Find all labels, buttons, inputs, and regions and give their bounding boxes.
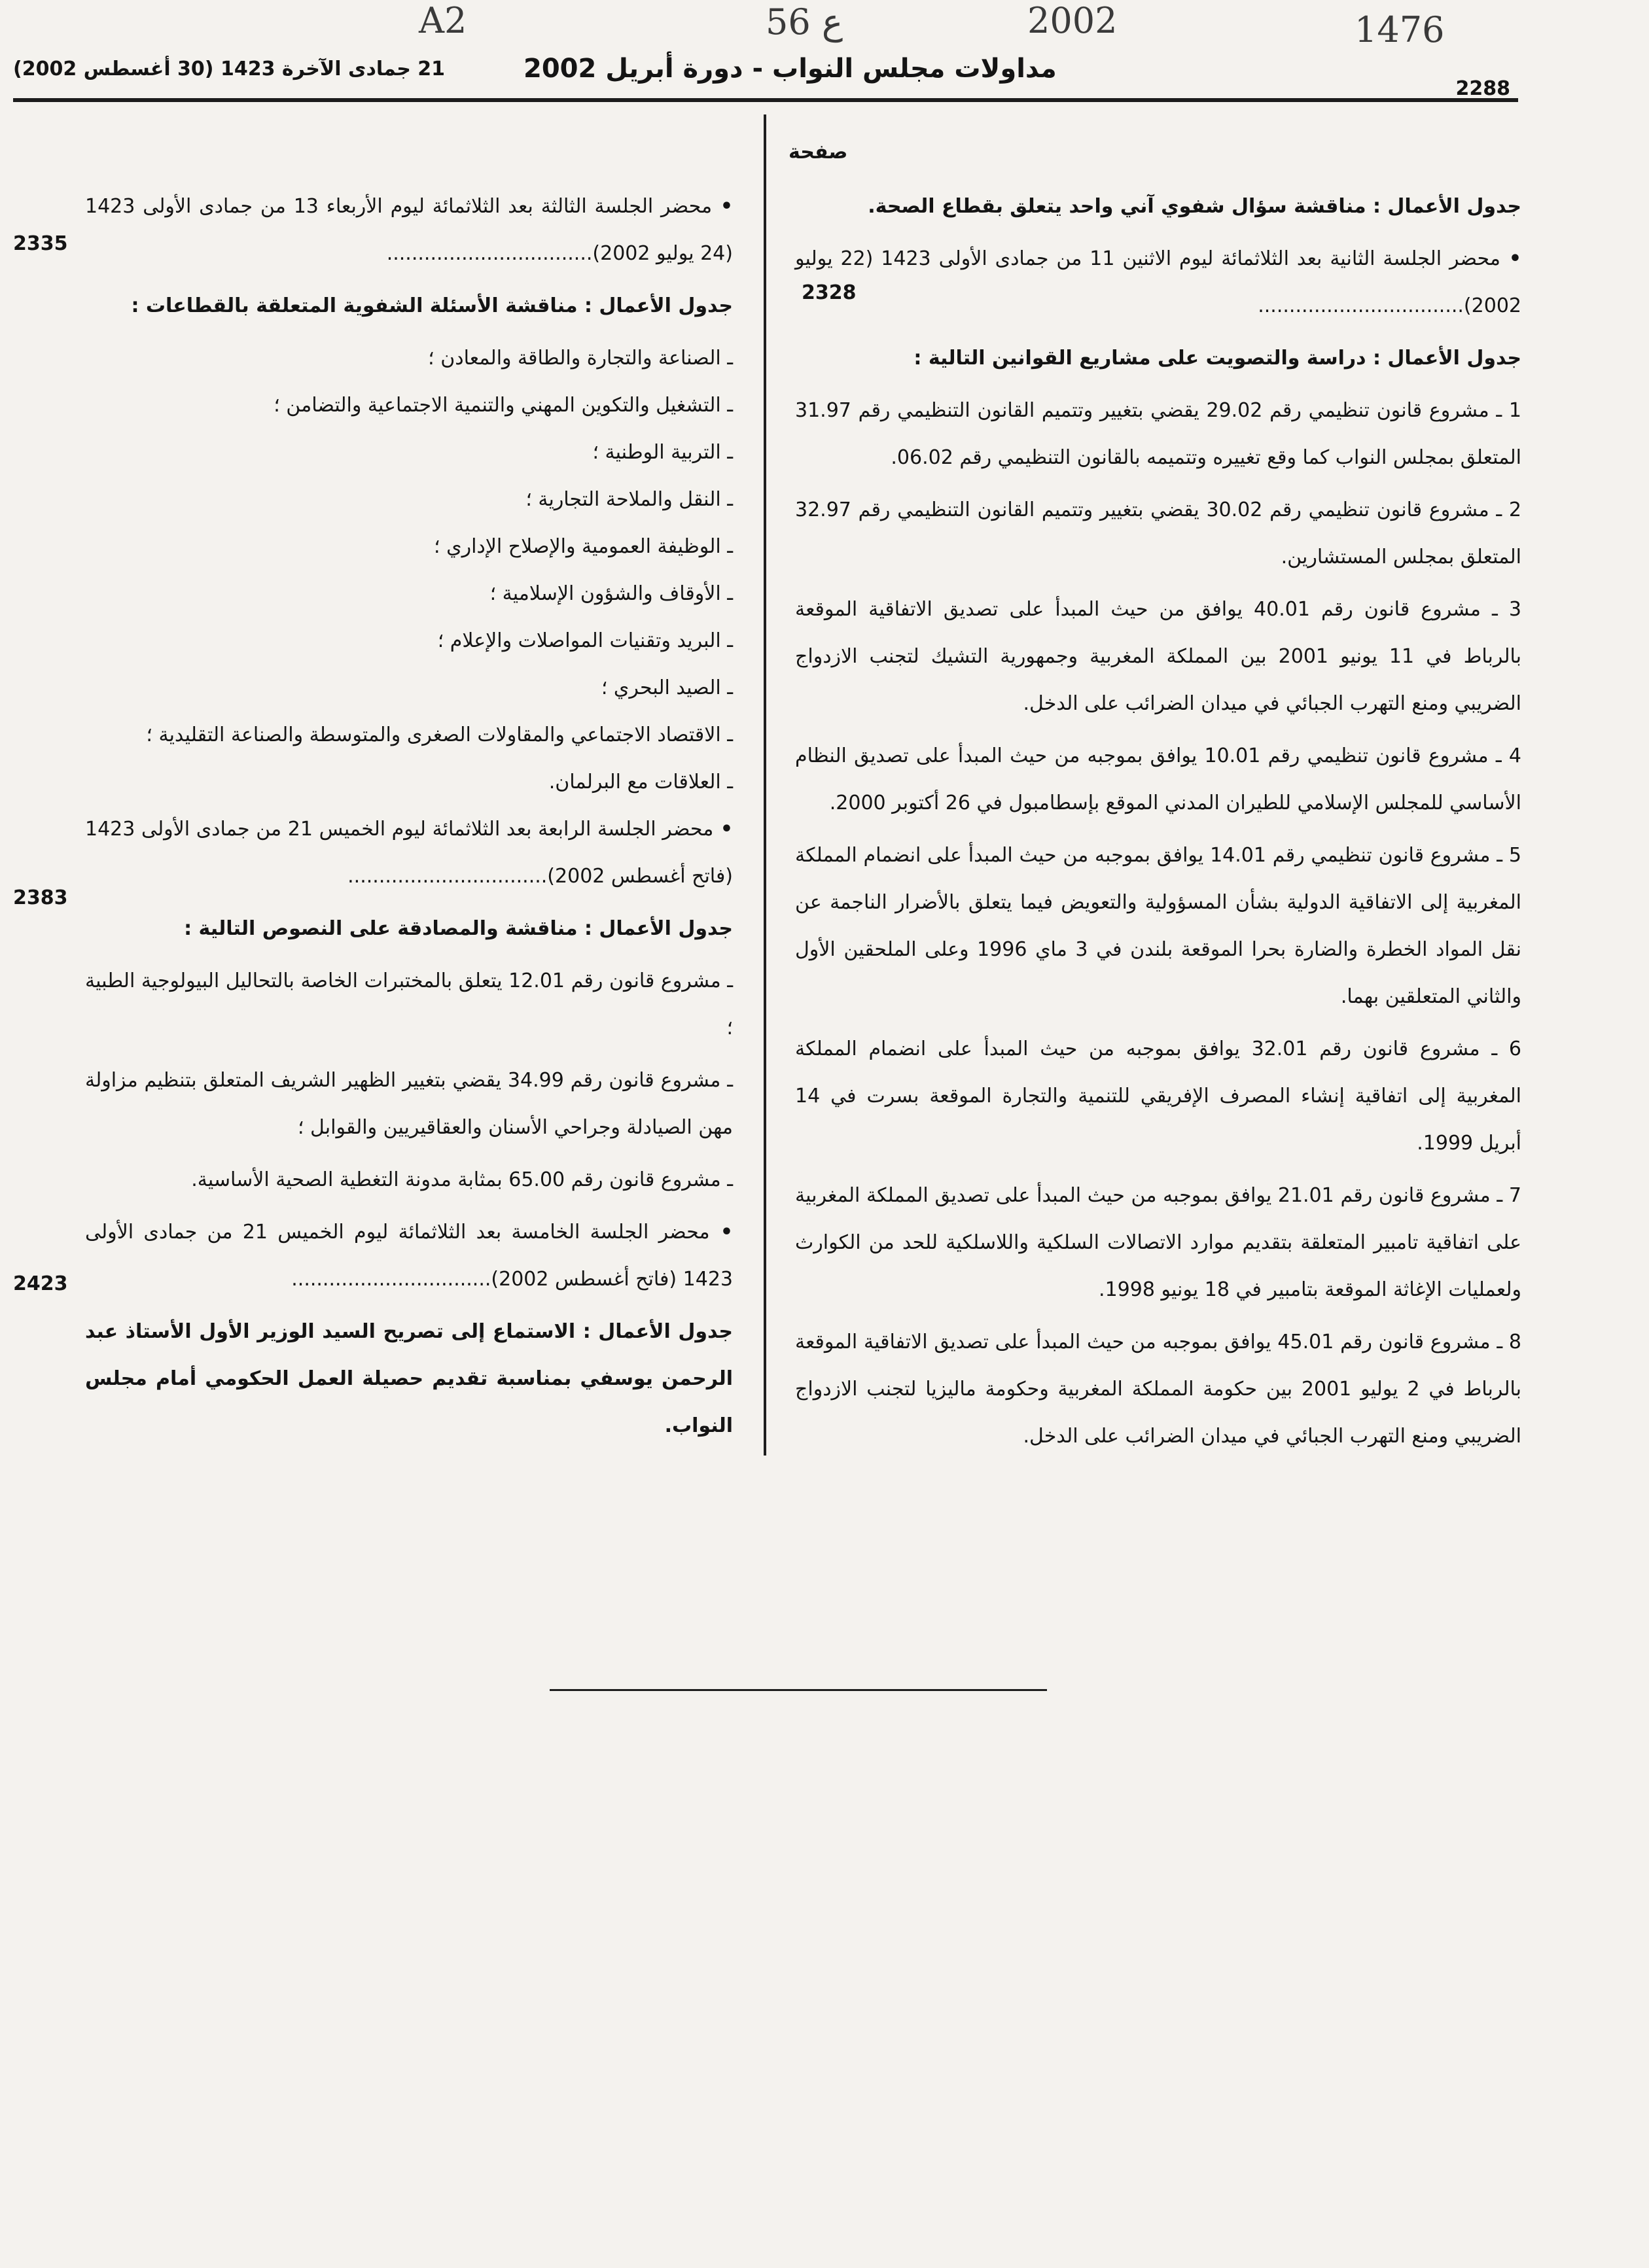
sector-item: ـ البريد وتقنيات المواصلات والإعلام ؛ (437, 629, 733, 652)
session-2-entry: • محضر الجلسة الثانية بعد الثلاثمائة ليوم الاثنين 11 من جمادى الأولى 1423 (22 يوليو 2002)................................. (795, 236, 1521, 330)
sector-item: ـ الصيد البحري ؛ (601, 676, 733, 699)
sector-item: ـ النقل والملاحة التجارية ؛ (525, 488, 733, 511)
page-column-label: صفحة (789, 141, 848, 164)
session-5-entry: • محضر الجلسة الخامسة بعد الثلاثمائة ليوم الخميس 21 من جمادى الأولى 1423 (فاتح أغسطس 2002)................................ (85, 1209, 733, 1303)
session-3-page: 2335 (13, 232, 68, 255)
bill-item-4: 4 ـ مشروع قانون تنظيمي رقم 10.01 يوافق بموجبه من حيث المبدأ على تصديق النظام الأساسي للمجلس الإسلامي للطيران المدني الموقع بإسطامبول في 26 أكتوبر 2000. (795, 744, 1521, 814)
bill-item-5: 5 ـ مشروع قانون تنظيمي رقم 14.01 يوافق بموجبه من حيث المبدأ على انضمام المملكة المغربية إلى الاتفاقية الدولية بشأن المسؤولية والتعويض فيما يتعلق بالأضرار الناجمة عن نقل المواد الخطرة والضارة بحرا الموقعة بلندن في 3 ماي 1996 وعلى الملحقين الأول والثاني المتعلقين بهما. (795, 844, 1522, 1008)
session-4-entry: • محضر الجلسة الرابعة بعد الثلاثمائة ليوم الخميس 21 من جمادى الأولى 1423 (فاتح أغسطس 2002)................................ (85, 806, 733, 900)
sector-item: ـ التشغيل والتكوين المهني والتنمية الاجتماعية والتضامن ؛ (274, 394, 733, 417)
left-column (85, 183, 733, 1455)
bill-item-1: 1 ـ مشروع قانون تنظيمي رقم 29.02 يقضي بتغيير وتتميم القانون التنظيمي رقم 31.97 المتعلق بمجلس النواب كما وقع تغييره وتتميمه بالقانون التنظيمي رقم 06.02. (795, 399, 1521, 469)
session-5-page: 2423 (13, 1272, 68, 1295)
sector-list (85, 335, 733, 806)
agenda-session-5: جدول الأعمال : الاستماع إلى تصريح السيد الوزير الأول الأستاذ عبد الرحمن يوسفي بمناسبة تقديم حصيلة العمل الحكومي أمام مجلس النواب. (85, 1320, 733, 1437)
sector-item: ـ التربية الوطنية ؛ (592, 441, 733, 464)
bill-item-3: 3 ـ مشروع قانون رقم 40.01 يوافق من حيث المبدأ على تصديق الاتفاقية الموقعة بالرباط في 11 يونيو 2001 بين المملكة المغربية وجمهورية التشيك لتجنب الازدواج الضريبي ومنع التهرب الجبائي في ميدان الضرائب على الدخل. (795, 598, 1522, 715)
sector-item: ـ العلاقات مع البرلمان. (548, 771, 733, 794)
handwritten-note: A2 (419, 0, 467, 41)
end-rule (550, 1689, 1047, 1691)
bill-item-6: 6 ـ مشروع قانون رقم 32.01 يوافق بموجبه من حيث المبدأ على انضمام المملكة المغربية إلى اتفاقية إنشاء المصرف الإفريقي للتنمية والتجارة الموقعة بسرت في 14 أبريل 1999. (795, 1038, 1521, 1155)
bill-item-7: 7 ـ مشروع قانون رقم 21.01 يوافق بموجبه من حيث المبدأ على تصديق المملكة المغربية على اتفاقية تامبير المتعلقة بتقديم موارد الاتصالات السلكية واللاسلكية للحد من الكوارث ولعمليات الإغاثة الموقعة بتامبير في 18 يونيو 1998. (795, 1184, 1521, 1301)
text-item-1: ـ مشروع قانون رقم 12.01 يتعلق بالمختبرات الخاصة بالتحاليل البيولوجية الطبية ؛ (85, 969, 733, 1039)
column-divider (764, 114, 766, 1456)
session-3-entry: • محضر الجلسة الثالثة بعد الثلاثمائة ليوم الأربعاء 13 من جمادى الأولى 1423 (24 يوليو 2002)................................. (85, 183, 733, 277)
text-item-3: ـ مشروع قانون رقم 65.00 بمثابة مدونة التغطية الصحية الأساسية. (191, 1168, 733, 1191)
header-title: مداولات مجلس النواب - دورة أبريل 2002 (523, 54, 1057, 84)
sector-item: ـ الصناعة والتجارة والطاقة والمعادن ؛ (428, 347, 733, 370)
agenda-session-2: جدول الأعمال : دراسة والتصويت على مشاريع القوانين التالية : (913, 347, 1521, 370)
bill-item-8: 8 ـ مشروع قانون رقم 45.01 يوافق بموجبه من حيث المبدأ على تصديق الاتفاقية الموقعة بالرباط في 2 يوليو 2001 بين حكومة المملكة المغربية وحكومة ماليزيا لتجنب الازدواج الضريبي ومنع التهرب الجبائي في ميدان الضرائب على الدخل. (795, 1331, 1521, 1448)
sector-item: ـ الوظيفة العمومية والإصلاح الإداري ؛ (434, 535, 733, 558)
right-column (795, 183, 1521, 1465)
handwritten-note: 1476 (1355, 9, 1445, 50)
session-4-page: 2383 (13, 886, 68, 909)
handwritten-note: 2002 (1027, 0, 1118, 41)
agenda-session-4: جدول الأعمال : مناقشة والمصادقة على النصوص التالية : (184, 917, 733, 940)
session-2-page: 2328 (802, 281, 857, 304)
text-item-2: ـ مشروع قانون رقم 34.99 يقضي بتغيير الظهير الشريف المتعلق بتنظيم مزاولة مهن الصيادلة وجراحي الأسنان والعقاقيريين والقوابل ؛ (85, 1069, 733, 1139)
sector-item: ـ الأوقاف والشؤون الإسلامية ؛ (489, 582, 733, 605)
agenda-session-3: جدول الأعمال : مناقشة الأسئلة الشفوية المتعلقة بالقطاعات : (131, 294, 733, 317)
handwritten-note: 56 ع (766, 1, 843, 43)
sector-item: ـ الاقتصاد الاجتماعي والمقاولات الصغرى والمتوسطة والصناعة التقليدية ؛ (146, 724, 733, 746)
page-number: 2288 (1455, 77, 1510, 100)
page-header (13, 52, 1518, 102)
agenda-intro: جدول الأعمال : مناقشة سؤال شفوي آني واحد يتعلق بقطاع الصحة. (868, 195, 1521, 218)
bill-item-2: 2 ـ مشروع قانون تنظيمي رقم 30.02 يقضي بتغيير وتتميم القانون التنظيمي رقم 32.97 المتعلق بمجلس المستشارين. (795, 498, 1521, 568)
header-date: 21 جمادى الآخرة 1423 (30 أغسطس 2002) (13, 58, 446, 80)
